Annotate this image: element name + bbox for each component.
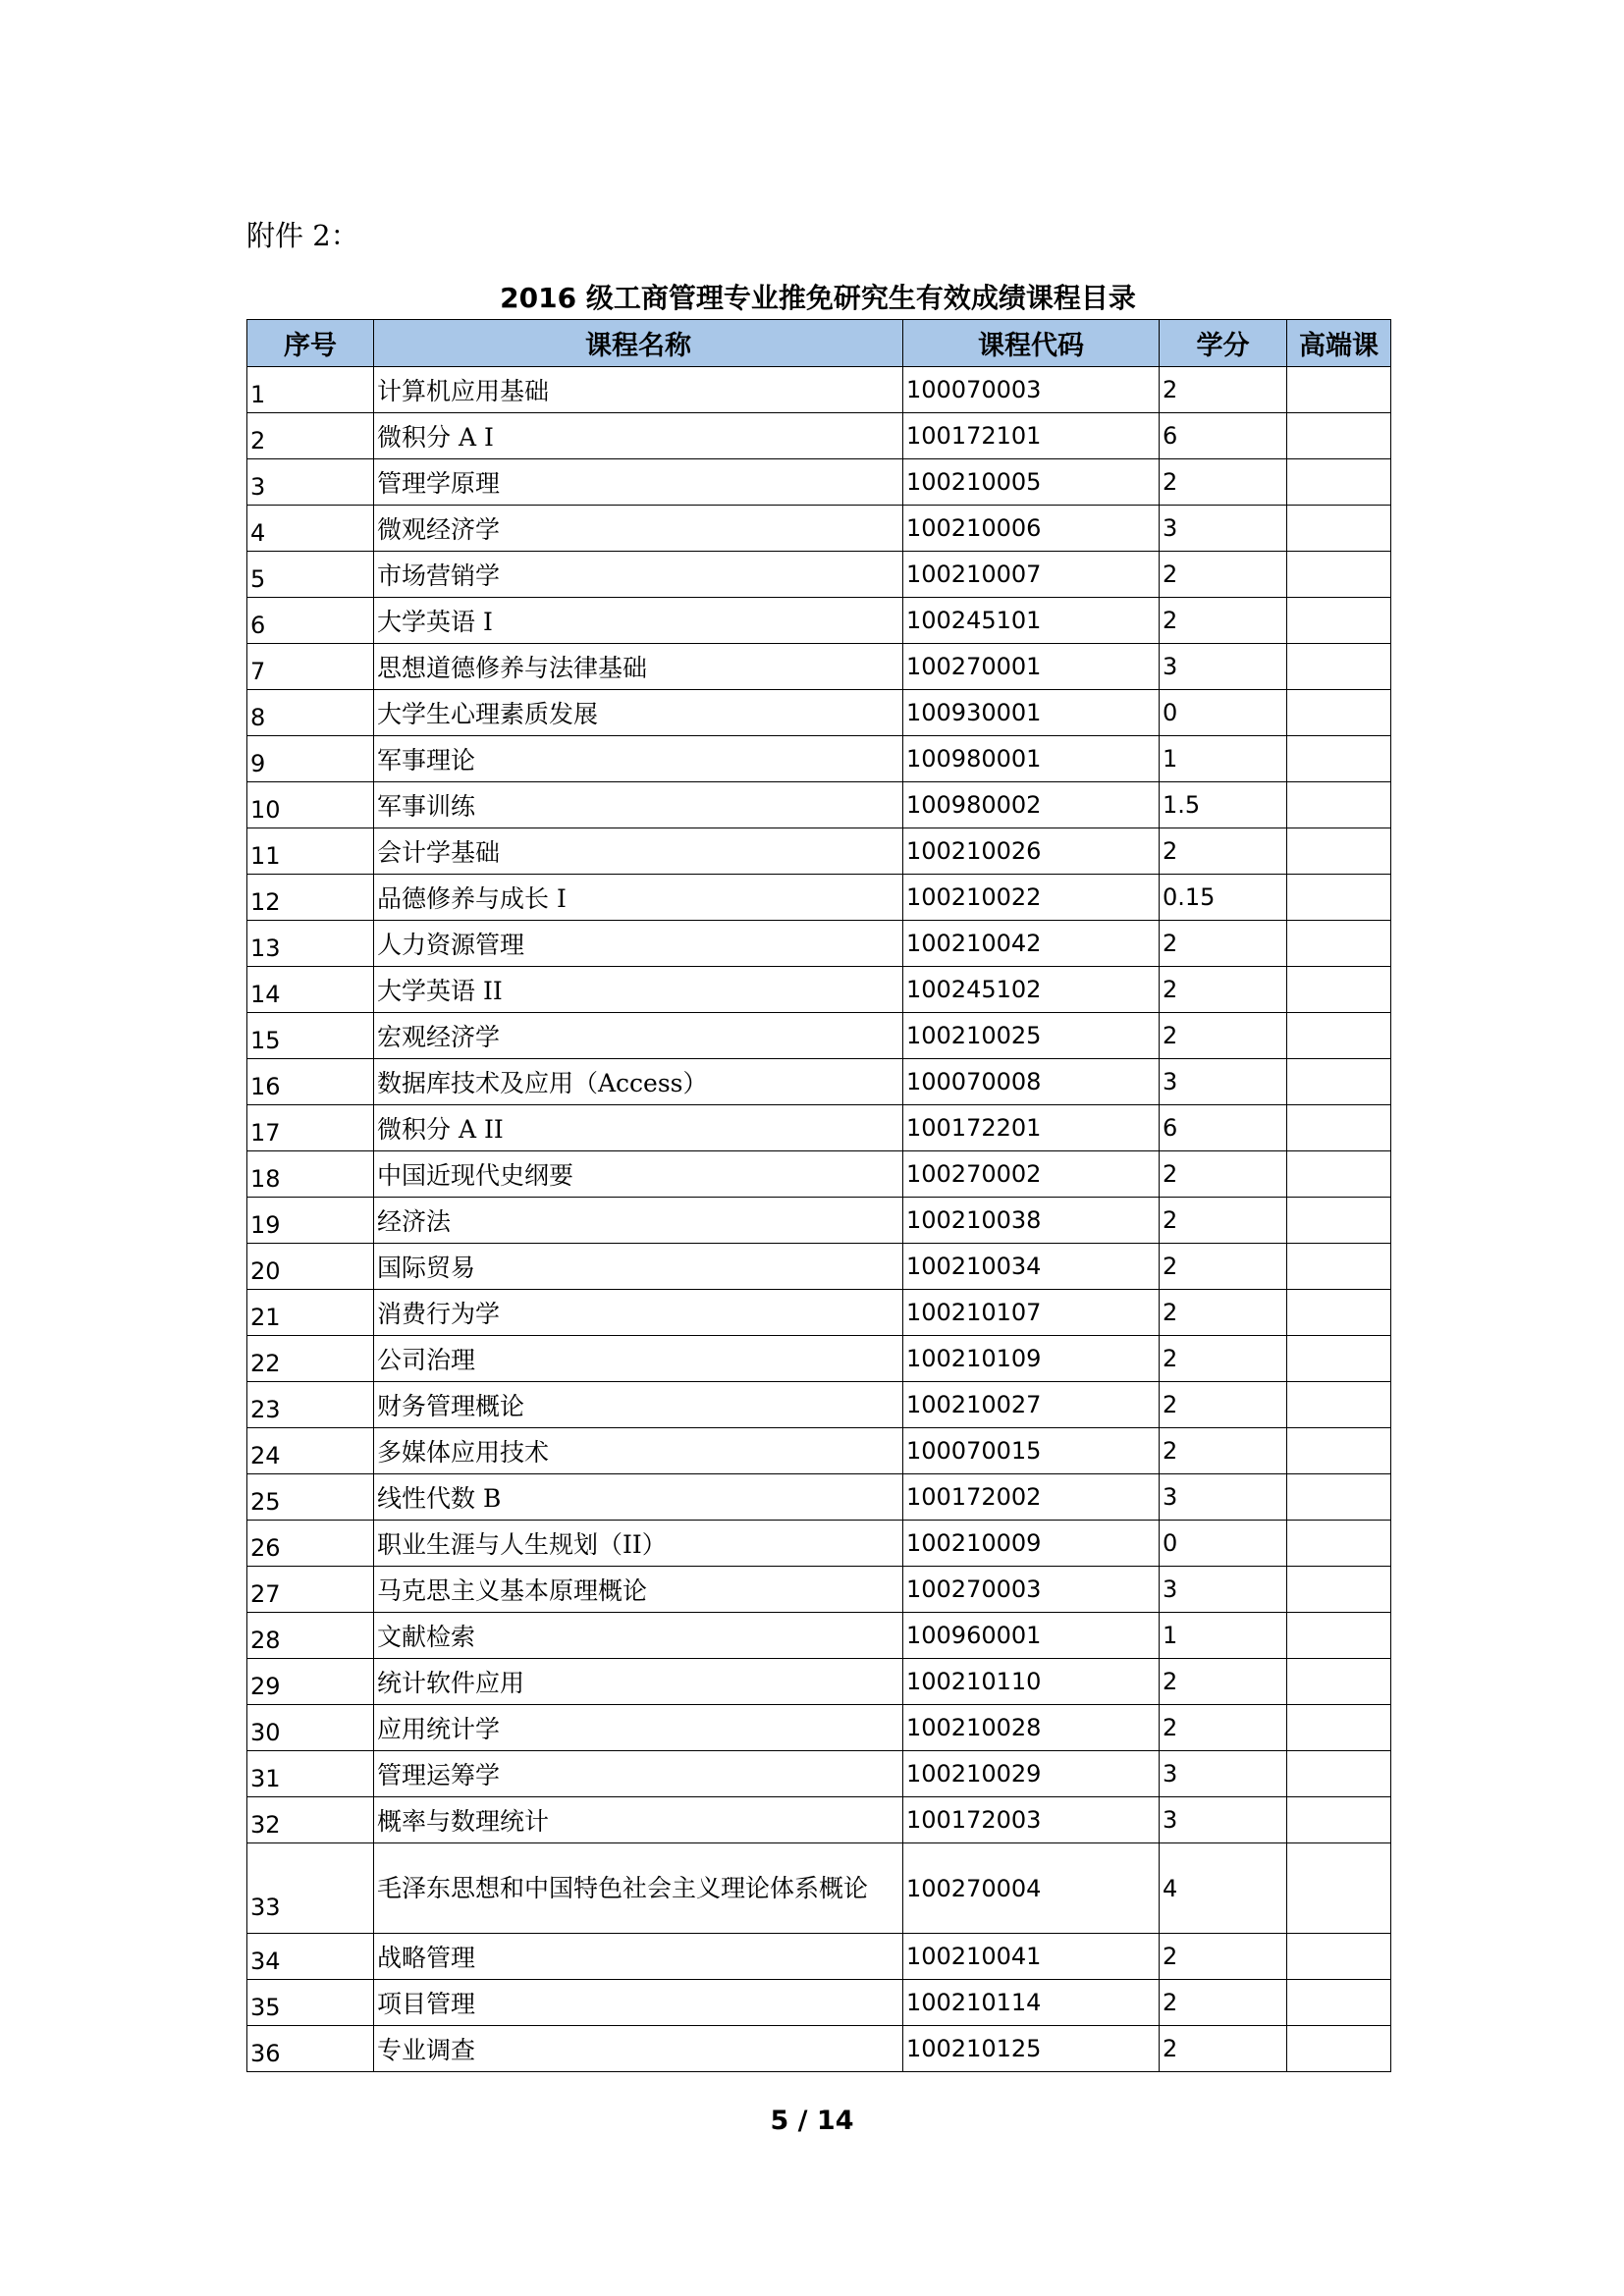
cell-advanced xyxy=(1287,1290,1391,1336)
cell-advanced xyxy=(1287,1705,1391,1751)
cell-no: 25 xyxy=(247,1474,374,1521)
cell-advanced xyxy=(1287,598,1391,644)
table-row xyxy=(247,1151,1391,1198)
cell-advanced xyxy=(1287,1428,1391,1474)
cell-course-code: 100270004 xyxy=(903,1843,1160,1934)
cell-advanced xyxy=(1287,1843,1391,1934)
cell-course-code: 100210034 xyxy=(903,1244,1160,1290)
table-row xyxy=(247,1980,1391,2026)
cell-credit: 6 xyxy=(1160,1105,1287,1151)
cell-no: 7 xyxy=(247,644,374,690)
cell-credit: 2 xyxy=(1160,828,1287,875)
table-row xyxy=(247,552,1391,598)
cell-credit: 3 xyxy=(1160,1059,1287,1105)
cell-advanced xyxy=(1287,921,1391,967)
cell-credit: 2 xyxy=(1160,1705,1287,1751)
cell-no: 22 xyxy=(247,1336,374,1382)
cell-no: 3 xyxy=(247,459,374,506)
cell-course-code: 100245101 xyxy=(903,598,1160,644)
cell-no: 6 xyxy=(247,598,374,644)
cell-credit: 3 xyxy=(1160,1567,1287,1613)
cell-course-code: 100210110 xyxy=(903,1659,1160,1705)
cell-no: 11 xyxy=(247,828,374,875)
cell-credit: 2 xyxy=(1160,921,1287,967)
cell-credit: 2 xyxy=(1160,967,1287,1013)
cell-advanced xyxy=(1287,1336,1391,1382)
cell-credit: 2 xyxy=(1160,1382,1287,1428)
cell-advanced xyxy=(1287,1105,1391,1151)
cell-advanced xyxy=(1287,967,1391,1013)
cell-course-name: 市场营销学 xyxy=(374,552,903,598)
cell-no: 8 xyxy=(247,690,374,736)
table-row xyxy=(247,2026,1391,2072)
cell-course-name: 管理学原理 xyxy=(374,459,903,506)
table-row xyxy=(247,690,1391,736)
cell-advanced xyxy=(1287,690,1391,736)
table-row xyxy=(247,782,1391,828)
table-body xyxy=(247,367,1391,2072)
cell-credit: 2 xyxy=(1160,1336,1287,1382)
cell-no: 30 xyxy=(247,1705,374,1751)
cell-course-code: 100070003 xyxy=(903,367,1160,413)
cell-course-name: 数据库技术及应用（Access） xyxy=(374,1059,903,1105)
cell-no: 33 xyxy=(247,1843,374,1934)
table-row xyxy=(247,1474,1391,1521)
cell-credit: 2 xyxy=(1160,1428,1287,1474)
cell-course-name: 统计软件应用 xyxy=(374,1659,903,1705)
cell-course-code: 100980001 xyxy=(903,736,1160,782)
cell-no: 23 xyxy=(247,1382,374,1428)
cell-course-name: 大学英语 I xyxy=(374,598,903,644)
cell-course-code: 100210114 xyxy=(903,1980,1160,2026)
cell-no: 36 xyxy=(247,2026,374,2072)
table-row xyxy=(247,921,1391,967)
cell-advanced xyxy=(1287,644,1391,690)
cell-course-code: 100210029 xyxy=(903,1751,1160,1797)
cell-no: 24 xyxy=(247,1428,374,1474)
table-row xyxy=(247,1382,1391,1428)
cell-credit: 3 xyxy=(1160,644,1287,690)
cell-course-code: 100210006 xyxy=(903,506,1160,552)
cell-course-name: 线性代数 B xyxy=(374,1474,903,1521)
cell-credit: 2 xyxy=(1160,367,1287,413)
cell-credit: 1 xyxy=(1160,736,1287,782)
cell-course-code: 100070015 xyxy=(903,1428,1160,1474)
page-number: 5 / 14 xyxy=(770,2106,854,2136)
cell-no: 20 xyxy=(247,1244,374,1290)
cell-credit: 6 xyxy=(1160,413,1287,459)
cell-no: 13 xyxy=(247,921,374,967)
table-row xyxy=(247,1059,1391,1105)
cell-course-code: 100210038 xyxy=(903,1198,1160,1244)
cell-advanced xyxy=(1287,1198,1391,1244)
cell-advanced xyxy=(1287,875,1391,921)
cell-no: 19 xyxy=(247,1198,374,1244)
cell-course-name: 经济法 xyxy=(374,1198,903,1244)
cell-advanced xyxy=(1287,1659,1391,1705)
cell-course-name: 多媒体应用技术 xyxy=(374,1428,903,1474)
cell-course-name: 宏观经济学 xyxy=(374,1013,903,1059)
table-row xyxy=(247,1198,1391,1244)
cell-credit: 3 xyxy=(1160,1797,1287,1843)
cell-no: 28 xyxy=(247,1613,374,1659)
cell-credit: 2 xyxy=(1160,552,1287,598)
cell-no: 34 xyxy=(247,1934,374,1980)
table-row xyxy=(247,1336,1391,1382)
cell-credit: 2 xyxy=(1160,1290,1287,1336)
table-row xyxy=(247,967,1391,1013)
cell-no: 16 xyxy=(247,1059,374,1105)
cell-advanced xyxy=(1287,1613,1391,1659)
cell-course-name: 战略管理 xyxy=(374,1934,903,1980)
cell-credit: 0 xyxy=(1160,1521,1287,1567)
header-advanced: 高端课 xyxy=(1287,320,1391,367)
cell-course-name: 中国近现代史纲要 xyxy=(374,1151,903,1198)
table-row xyxy=(247,644,1391,690)
table-row xyxy=(247,1521,1391,1567)
cell-course-code: 100930001 xyxy=(903,690,1160,736)
table-row xyxy=(247,1843,1391,1934)
cell-course-code: 100210009 xyxy=(903,1521,1160,1567)
cell-advanced xyxy=(1287,1013,1391,1059)
table-row xyxy=(247,598,1391,644)
table-row xyxy=(247,459,1391,506)
table-row xyxy=(247,1613,1391,1659)
cell-course-name: 军事理论 xyxy=(374,736,903,782)
cell-credit: 2 xyxy=(1160,1934,1287,1980)
cell-course-code: 100210007 xyxy=(903,552,1160,598)
table-row xyxy=(247,506,1391,552)
cell-advanced xyxy=(1287,1474,1391,1521)
cell-course-code: 100172003 xyxy=(903,1797,1160,1843)
cell-course-name: 毛泽东思想和中国特色社会主义理论体系概论 xyxy=(374,1843,903,1934)
course-table xyxy=(246,319,1391,2072)
cell-course-name: 大学生心理素质发展 xyxy=(374,690,903,736)
cell-course-code: 100270001 xyxy=(903,644,1160,690)
cell-course-name: 人力资源管理 xyxy=(374,921,903,967)
header-course-name: 课程名称 xyxy=(374,320,903,367)
document-title: 2016 级工商管理专业推免研究生有效成绩课程目录 xyxy=(500,282,1136,314)
cell-credit: 4 xyxy=(1160,1843,1287,1934)
cell-no: 12 xyxy=(247,875,374,921)
cell-course-name: 应用统计学 xyxy=(374,1705,903,1751)
cell-advanced xyxy=(1287,2026,1391,2072)
cell-credit: 1.5 xyxy=(1160,782,1287,828)
cell-credit: 3 xyxy=(1160,1474,1287,1521)
cell-advanced xyxy=(1287,1751,1391,1797)
cell-course-name: 品德修养与成长 I xyxy=(374,875,903,921)
table-row xyxy=(247,1290,1391,1336)
header-no: 序号 xyxy=(247,320,374,367)
cell-course-code: 100210041 xyxy=(903,1934,1160,1980)
cell-credit: 0.15 xyxy=(1160,875,1287,921)
cell-credit: 2 xyxy=(1160,459,1287,506)
cell-course-name: 计算机应用基础 xyxy=(374,367,903,413)
cell-no: 2 xyxy=(247,413,374,459)
cell-advanced xyxy=(1287,782,1391,828)
cell-advanced xyxy=(1287,506,1391,552)
table-row xyxy=(247,875,1391,921)
cell-course-code: 100070008 xyxy=(903,1059,1160,1105)
cell-advanced xyxy=(1287,1059,1391,1105)
cell-no: 26 xyxy=(247,1521,374,1567)
cell-course-code: 100210022 xyxy=(903,875,1160,921)
table-row xyxy=(247,828,1391,875)
table-row xyxy=(247,1705,1391,1751)
cell-course-name: 微积分 A II xyxy=(374,1105,903,1151)
cell-advanced xyxy=(1287,413,1391,459)
cell-course-name: 文献检索 xyxy=(374,1613,903,1659)
cell-no: 14 xyxy=(247,967,374,1013)
cell-no: 5 xyxy=(247,552,374,598)
cell-course-code: 100172002 xyxy=(903,1474,1160,1521)
cell-advanced xyxy=(1287,736,1391,782)
cell-credit: 3 xyxy=(1160,1751,1287,1797)
cell-credit: 2 xyxy=(1160,1659,1287,1705)
cell-no: 29 xyxy=(247,1659,374,1705)
cell-course-code: 100210125 xyxy=(903,2026,1160,2072)
cell-course-name: 专业调查 xyxy=(374,2026,903,2072)
cell-advanced xyxy=(1287,367,1391,413)
cell-no: 35 xyxy=(247,1980,374,2026)
cell-course-name: 管理运筹学 xyxy=(374,1751,903,1797)
cell-advanced xyxy=(1287,552,1391,598)
cell-no: 4 xyxy=(247,506,374,552)
table-row xyxy=(247,1428,1391,1474)
cell-course-code: 100172201 xyxy=(903,1105,1160,1151)
cell-course-code: 100210027 xyxy=(903,1382,1160,1428)
cell-course-name: 消费行为学 xyxy=(374,1290,903,1336)
cell-advanced xyxy=(1287,1797,1391,1843)
cell-advanced xyxy=(1287,1521,1391,1567)
cell-credit: 2 xyxy=(1160,1244,1287,1290)
cell-credit: 2 xyxy=(1160,1013,1287,1059)
cell-no: 27 xyxy=(247,1567,374,1613)
table-row xyxy=(247,1797,1391,1843)
cell-course-name: 思想道德修养与法律基础 xyxy=(374,644,903,690)
cell-course-name: 财务管理概论 xyxy=(374,1382,903,1428)
cell-course-code: 100270003 xyxy=(903,1567,1160,1613)
cell-credit: 2 xyxy=(1160,1980,1287,2026)
cell-course-code: 100210107 xyxy=(903,1290,1160,1336)
cell-credit: 0 xyxy=(1160,690,1287,736)
cell-course-code: 100210025 xyxy=(903,1013,1160,1059)
cell-no: 17 xyxy=(247,1105,374,1151)
cell-course-name: 微观经济学 xyxy=(374,506,903,552)
cell-course-name: 国际贸易 xyxy=(374,1244,903,1290)
table-row xyxy=(247,1934,1391,1980)
cell-course-code: 100245102 xyxy=(903,967,1160,1013)
table-header-row xyxy=(247,320,1391,367)
cell-advanced xyxy=(1287,1244,1391,1290)
cell-advanced xyxy=(1287,1980,1391,2026)
cell-advanced xyxy=(1287,459,1391,506)
header-course-code: 课程代码 xyxy=(903,320,1160,367)
table-row xyxy=(247,1751,1391,1797)
cell-credit: 2 xyxy=(1160,1151,1287,1198)
cell-course-code: 100210005 xyxy=(903,459,1160,506)
table-row xyxy=(247,1659,1391,1705)
cell-advanced xyxy=(1287,1382,1391,1428)
cell-no: 31 xyxy=(247,1751,374,1797)
attachment-label: 附件 2： xyxy=(246,219,359,252)
cell-advanced xyxy=(1287,1151,1391,1198)
cell-course-name: 项目管理 xyxy=(374,1980,903,2026)
cell-no: 9 xyxy=(247,736,374,782)
cell-course-code: 100210042 xyxy=(903,921,1160,967)
cell-credit: 2 xyxy=(1160,1198,1287,1244)
table-row xyxy=(247,1244,1391,1290)
cell-credit: 3 xyxy=(1160,506,1287,552)
cell-course-name: 概率与数理统计 xyxy=(374,1797,903,1843)
cell-course-name: 职业生涯与人生规划（II） xyxy=(374,1521,903,1567)
cell-course-name: 马克思主义基本原理概论 xyxy=(374,1567,903,1613)
cell-credit: 1 xyxy=(1160,1613,1287,1659)
cell-no: 32 xyxy=(247,1797,374,1843)
cell-advanced xyxy=(1287,828,1391,875)
table-row xyxy=(247,413,1391,459)
header-credit: 学分 xyxy=(1160,320,1287,367)
cell-course-code: 100172101 xyxy=(903,413,1160,459)
cell-no: 21 xyxy=(247,1290,374,1336)
table-row xyxy=(247,736,1391,782)
table-row xyxy=(247,1013,1391,1059)
cell-credit: 2 xyxy=(1160,598,1287,644)
cell-advanced xyxy=(1287,1934,1391,1980)
cell-course-name: 大学英语 II xyxy=(374,967,903,1013)
cell-no: 18 xyxy=(247,1151,374,1198)
table-row xyxy=(247,1567,1391,1613)
cell-no: 1 xyxy=(247,367,374,413)
cell-course-name: 军事训练 xyxy=(374,782,903,828)
table-row xyxy=(247,367,1391,413)
cell-advanced xyxy=(1287,1567,1391,1613)
cell-course-code: 100210028 xyxy=(903,1705,1160,1751)
cell-course-code: 100210026 xyxy=(903,828,1160,875)
cell-course-name: 公司治理 xyxy=(374,1336,903,1382)
cell-course-code: 100270002 xyxy=(903,1151,1160,1198)
cell-course-name: 微积分 A I xyxy=(374,413,903,459)
cell-course-code: 100960001 xyxy=(903,1613,1160,1659)
cell-course-name: 会计学基础 xyxy=(374,828,903,875)
cell-course-code: 100980002 xyxy=(903,782,1160,828)
cell-course-code: 100210109 xyxy=(903,1336,1160,1382)
cell-no: 15 xyxy=(247,1013,374,1059)
cell-credit: 2 xyxy=(1160,2026,1287,2072)
table-row xyxy=(247,1105,1391,1151)
cell-no: 10 xyxy=(247,782,374,828)
